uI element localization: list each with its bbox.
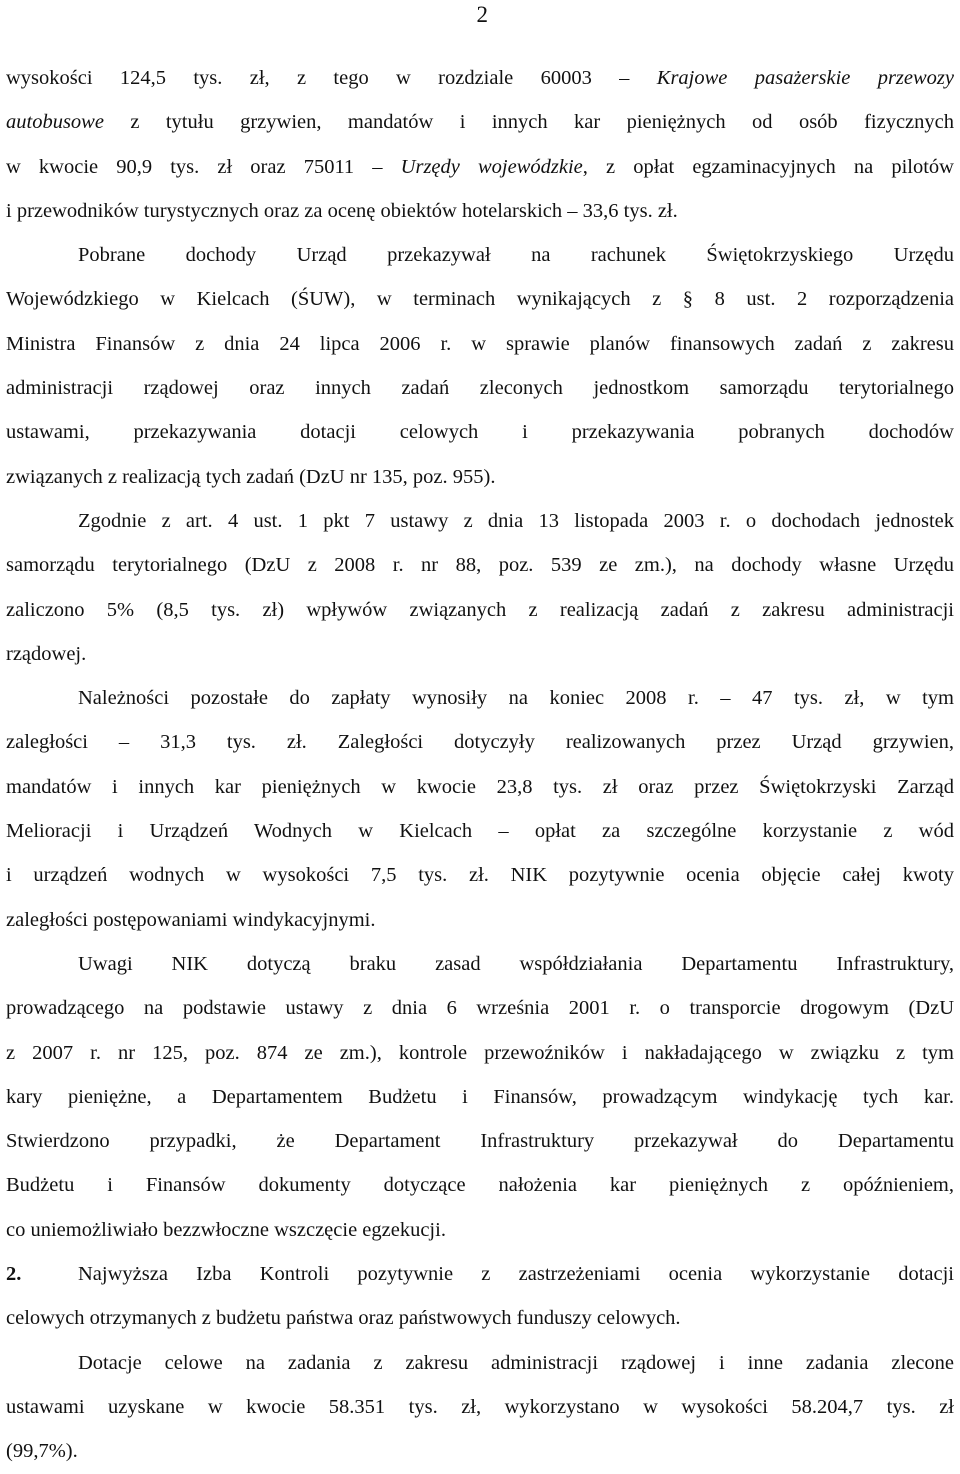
paragraph-p2 — [6, 233, 954, 499]
text-line — [6, 1429, 954, 1473]
line-text: ustawami uzyskane w kwocie 58.351 tys. zł, wykorzystano w wysokości 58.204,7 tys. zł — [6, 1395, 954, 1418]
text-line — [6, 543, 954, 587]
text-line — [6, 720, 954, 764]
line-text: rządowej. — [6, 642, 87, 665]
section-number: 2. — [6, 1263, 22, 1286]
document-body — [6, 56, 954, 1474]
text-line — [6, 1119, 954, 1163]
line-text: Dotacje celowe na zadania z zakresu administracji rządowej i inne zadania zlecone — [78, 1351, 954, 1374]
line-text: Melioracji i Urządzeń Wodnych w Kielcach – opłat za szczególne korzystanie z wód — [6, 820, 954, 843]
line-text: co uniemożliwiało bezzwłoczne wszczęcie egzekucji. — [6, 1218, 446, 1241]
line-text: mandatów i innych kar pieniężnych w kwocie 23,8 tys. zł oraz przez Świętokrzyski Zarząd — [6, 775, 954, 798]
line-text: zaliczono 5% (8,5 tys. zł) wpływów związanych z realizacją zadań z zakresu administracji — [6, 598, 954, 621]
text-line — [6, 632, 954, 676]
text-line — [6, 233, 954, 277]
text-line — [6, 1252, 954, 1296]
line-text: zaległości – 31,3 tys. zł. Zaległości dotyczyły realizowanych przez Urząd grzywien, — [6, 731, 954, 754]
text-line — [6, 1163, 954, 1207]
line-text: kary pieniężne, a Departamentem Budżetu i Finansów, prowadzącym windykację tych kar. — [6, 1085, 954, 1108]
text-line — [6, 1208, 954, 1252]
line-text: Budżetu i Finansów dokumenty dotyczące nałożenia kar pieniężnych z opóźnieniem, — [6, 1174, 954, 1197]
line-text: i urządzeń wodnych w wysokości 7,5 tys. zł. NIK pozytywnie ocenia objęcie całej kwoty — [6, 864, 954, 887]
line-text: związanych z realizacją tych zadań (DzU nr 135, poz. 955). — [6, 465, 496, 488]
text-line — [6, 56, 954, 100]
text-line — [6, 410, 954, 454]
text-line — [6, 1341, 954, 1385]
paragraph-p4 — [6, 676, 954, 942]
text-line — [6, 898, 954, 942]
text-line — [6, 1296, 954, 1340]
line-text: Należności pozostałe do zapłaty wynosiły na koniec 2008 r. – 47 tys. zł, w tym — [78, 687, 954, 710]
line-text: administracji rządowej oraz innych zadań zleconych jednostkom samorządu terytorialnego — [6, 377, 954, 400]
text-line — [6, 853, 954, 897]
line-text: wysokości 124,5 tys. zł, z tego w rozdziale 60003 – Krajowe pasażerskie przewozy — [6, 67, 955, 89]
line-text: i przewodników turystycznych oraz za ocenę obiektów hotelarskich – 33,6 tys. zł. — [6, 199, 678, 222]
paragraph-p6 — [6, 1252, 954, 1341]
line-text: Najwyższa Izba Kontroli pozytywnie z zastrzeżeniami ocenia wykorzystanie dotacji — [78, 1263, 954, 1286]
line-text: w kwocie 90,9 tys. zł oraz 75011 – Urzędy wojewódzkie, z opłat egzaminacyjnych na pilotów — [6, 155, 954, 178]
line-text: zaległości postępowaniami windykacyjnymi. — [6, 908, 376, 931]
paragraph-p3 — [6, 499, 954, 676]
text-line — [6, 145, 954, 189]
line-text: samorządu terytorialnego (DzU z 2008 r. nr 88, poz. 539 ze zm.), na dochody własne Urzędu — [6, 554, 954, 577]
page-number: 2 — [476, 2, 488, 27]
text-line — [6, 322, 954, 366]
text-line — [6, 588, 954, 632]
text-line — [6, 455, 954, 499]
line-text: celowych otrzymanych z budżetu państwa oraz państwowych funduszy celowych. — [6, 1307, 681, 1330]
line-text: Ministra Finansów z dnia 24 lipca 2006 r. w sprawie planów finansowych zadań z zakresu — [6, 332, 954, 355]
text-line — [6, 676, 954, 720]
line-text: Uwagi NIK dotyczą braku zasad współdziałania Departamentu Infrastruktury, — [78, 952, 954, 975]
line-text: Pobrane dochody Urząd przekazywał na rachunek Świętokrzyskiego Urzędu — [78, 244, 954, 267]
line-text: Stwierdzono przypadki, że Departament Infrastruktury przekazywał do Departamentu — [6, 1130, 954, 1153]
paragraph-p5 — [6, 942, 954, 1252]
text-line — [6, 366, 954, 410]
text-line — [6, 809, 954, 853]
line-text: ustawami, przekazywania dotacji celowych i przekazywania pobranych dochodów — [6, 421, 954, 444]
paragraph-p7 — [6, 1341, 954, 1474]
text-line — [6, 986, 954, 1030]
line-text: z 2007 r. nr 125, poz. 874 ze zm.), kontrole przewoźników i nakładającego w związku z tym — [6, 1041, 954, 1064]
text-line — [6, 499, 954, 543]
text-line — [6, 765, 954, 809]
line-text: autobusowe z tytułu grzywien, mandatów i innych kar pieniężnych od osób fizycznych — [6, 111, 954, 134]
text-line — [6, 189, 954, 233]
line-text: prowadzącego na podstawie ustawy z dnia 6 września 2001 r. o transporcie drogowym (DzU — [6, 997, 954, 1020]
text-line — [6, 277, 954, 321]
paragraph-p1 — [6, 56, 954, 233]
line-text: (99,7%). — [6, 1440, 78, 1463]
text-line — [6, 100, 954, 144]
text-line — [6, 1385, 954, 1429]
text-line — [6, 1031, 954, 1075]
line-text: Zgodnie z art. 4 ust. 1 pkt 7 ustawy z dnia 13 listopada 2003 r. o dochodach jednostek — [78, 509, 954, 532]
text-line — [6, 1075, 954, 1119]
line-text: Wojewódzkiego w Kielcach (ŚUW), w terminach wynikających z § 8 ust. 2 rozporządzenia — [6, 288, 954, 311]
text-line — [6, 942, 954, 986]
